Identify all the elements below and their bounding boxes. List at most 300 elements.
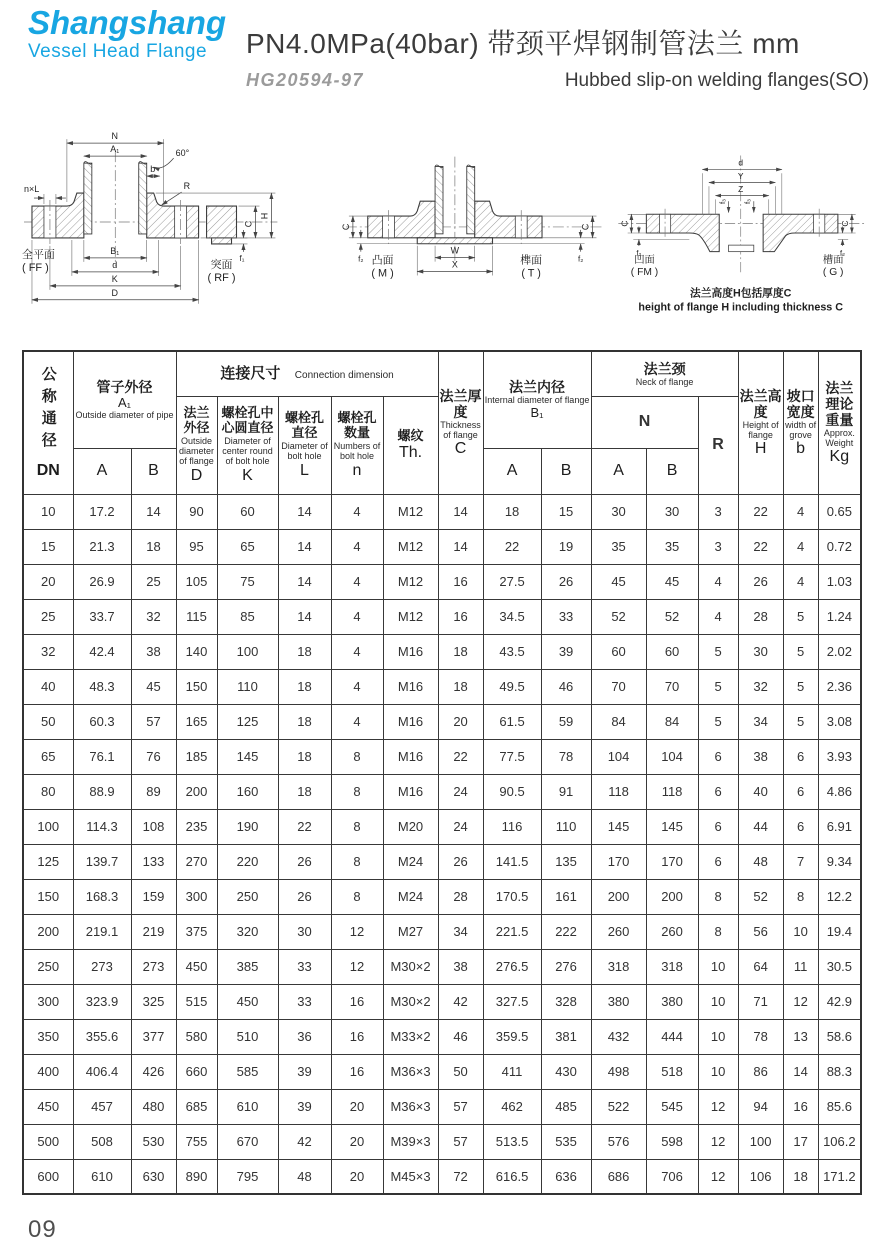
table-cell: 380 bbox=[591, 984, 646, 1019]
table-cell: M24 bbox=[383, 844, 438, 879]
table-cell: 6 bbox=[783, 809, 818, 844]
table-cell: 78 bbox=[541, 739, 591, 774]
table-cell: 40 bbox=[738, 774, 783, 809]
table-cell: 5 bbox=[698, 704, 738, 739]
table-cell: 75 bbox=[217, 564, 278, 599]
header-dn: 公称通径 DN bbox=[23, 351, 73, 494]
header-thickness: 法兰厚度 Thickness of flange C bbox=[438, 351, 483, 494]
table-cell: 515 bbox=[176, 984, 217, 1019]
table-cell: 25 bbox=[131, 564, 176, 599]
table-cell: 273 bbox=[73, 949, 131, 984]
table-cell: 4 bbox=[331, 564, 383, 599]
table-cell: 13 bbox=[783, 1019, 818, 1054]
dim-label-f3-b: f₃ bbox=[742, 198, 752, 205]
table-cell: M16 bbox=[383, 634, 438, 669]
table-cell: 45 bbox=[591, 564, 646, 599]
table-cell: 616.5 bbox=[483, 1159, 541, 1194]
company-logo bbox=[28, 6, 246, 92]
table-cell: 12 bbox=[783, 984, 818, 1019]
table-cell: 2.36 bbox=[818, 669, 861, 704]
table-cell: 35 bbox=[591, 529, 646, 564]
table-cell: 65 bbox=[23, 739, 73, 774]
table-cell: 106 bbox=[738, 1159, 783, 1194]
table-cell: 18 bbox=[278, 739, 331, 774]
table-cell: 450 bbox=[176, 949, 217, 984]
table-cell: 26 bbox=[438, 844, 483, 879]
table-cell: 76 bbox=[131, 739, 176, 774]
face-label-fm-code: ( FM ) bbox=[630, 267, 658, 279]
table-cell: 4 bbox=[783, 564, 818, 599]
table-cell: 70 bbox=[646, 669, 698, 704]
table-cell: 43.5 bbox=[483, 634, 541, 669]
table-cell: 38 bbox=[738, 739, 783, 774]
table-cell: 18 bbox=[131, 529, 176, 564]
face-label-g-code: ( G ) bbox=[822, 267, 844, 279]
table-cell: 170 bbox=[646, 844, 698, 879]
table-cell: 88.3 bbox=[818, 1054, 861, 1089]
table-cell: 3 bbox=[698, 494, 738, 529]
table-cell: 3.93 bbox=[818, 739, 861, 774]
table-cell: 45 bbox=[646, 564, 698, 599]
table-cell: 35 bbox=[646, 529, 698, 564]
table-cell: 140 bbox=[176, 634, 217, 669]
table-cell: 94 bbox=[738, 1089, 783, 1124]
table-row bbox=[23, 914, 861, 949]
table-cell: 432 bbox=[591, 1019, 646, 1054]
table-cell: 276.5 bbox=[483, 949, 541, 984]
drawing-flange-fm-g bbox=[609, 106, 873, 331]
table-cell: 15 bbox=[541, 494, 591, 529]
table-cell: 60 bbox=[217, 494, 278, 529]
table-cell: 110 bbox=[541, 809, 591, 844]
table-cell: 30 bbox=[591, 494, 646, 529]
table-cell: 141.5 bbox=[483, 844, 541, 879]
dim-label-r: R bbox=[183, 181, 191, 192]
header-flange-od: 法兰外径 Outside diameter of flange D bbox=[176, 396, 217, 494]
table-cell: 535 bbox=[541, 1124, 591, 1159]
table-cell: 510 bbox=[217, 1019, 278, 1054]
face-label-rf: 突面 bbox=[210, 258, 233, 271]
table-cell: 185 bbox=[176, 739, 217, 774]
table-cell: 6 bbox=[698, 774, 738, 809]
table-cell: 60 bbox=[591, 634, 646, 669]
table-cell: 170.5 bbox=[483, 879, 541, 914]
table-cell: 12 bbox=[331, 949, 383, 984]
page-subtitle: Hubbed slip-on welding flanges(SO) bbox=[564, 70, 869, 91]
table-cell: 400 bbox=[23, 1054, 73, 1089]
drawing-flange-m-t bbox=[341, 106, 608, 331]
header-pipe-od: 管子外径 A₁ Outside diameter of pipe bbox=[73, 351, 176, 448]
table-cell: 171.2 bbox=[818, 1159, 861, 1194]
table-cell: 8 bbox=[331, 774, 383, 809]
table-cell: 500 bbox=[23, 1124, 73, 1159]
table-cell: 10 bbox=[698, 984, 738, 1019]
table-cell: 18 bbox=[278, 704, 331, 739]
table-cell: 10 bbox=[783, 914, 818, 949]
face-label-g: 槽面 bbox=[822, 254, 844, 266]
dim-label-f2b-right: f₂ bbox=[839, 248, 845, 258]
table-cell: 5 bbox=[783, 669, 818, 704]
table-cell: 95 bbox=[176, 529, 217, 564]
table-cell: M36×3 bbox=[383, 1054, 438, 1089]
header-neck-group: 法兰颈 Neck of flange bbox=[591, 351, 738, 396]
table-row bbox=[23, 634, 861, 669]
table-cell: 26 bbox=[278, 879, 331, 914]
table-cell: 46 bbox=[541, 669, 591, 704]
table-row bbox=[23, 1054, 861, 1089]
table-cell: 33.7 bbox=[73, 599, 131, 634]
table-cell: 8 bbox=[331, 879, 383, 914]
table-cell: 52 bbox=[646, 599, 698, 634]
table-cell: 270 bbox=[176, 844, 217, 879]
table-cell: 12.2 bbox=[818, 879, 861, 914]
table-cell: 27.5 bbox=[483, 564, 541, 599]
table-cell: M45×3 bbox=[383, 1159, 438, 1194]
table-cell: 26 bbox=[541, 564, 591, 599]
dim-label-b1: B₁ bbox=[110, 245, 120, 256]
header-neck-b: B bbox=[646, 448, 698, 494]
table-cell: 4 bbox=[783, 529, 818, 564]
table-cell: 135 bbox=[541, 844, 591, 879]
table-cell: 260 bbox=[591, 914, 646, 949]
header-connection-group: 连接尺寸 Connection dimension bbox=[176, 351, 438, 396]
table-cell: 200 bbox=[176, 774, 217, 809]
table-cell: 114.3 bbox=[73, 809, 131, 844]
table-cell: 12 bbox=[698, 1089, 738, 1124]
table-cell: 58.6 bbox=[818, 1019, 861, 1054]
header-pipe-a: A bbox=[73, 448, 131, 494]
table-cell: 18 bbox=[278, 774, 331, 809]
table-cell: 14 bbox=[131, 494, 176, 529]
dim-label-n: N bbox=[111, 131, 119, 142]
table-cell: 85 bbox=[217, 599, 278, 634]
table-cell: 145 bbox=[646, 809, 698, 844]
dim-label-angle: 60° bbox=[175, 148, 190, 159]
table-cell: 221.5 bbox=[483, 914, 541, 949]
table-cell: 48 bbox=[278, 1159, 331, 1194]
table-cell: 34 bbox=[438, 914, 483, 949]
table-cell: 16 bbox=[331, 1054, 383, 1089]
table-cell: 14 bbox=[278, 564, 331, 599]
table-row bbox=[23, 669, 861, 704]
table-cell: 5 bbox=[783, 704, 818, 739]
table-cell: 159 bbox=[131, 879, 176, 914]
table-cell: 1.24 bbox=[818, 599, 861, 634]
table-cell: 220 bbox=[217, 844, 278, 879]
table-cell: 670 bbox=[217, 1124, 278, 1159]
table-cell: 6 bbox=[698, 739, 738, 774]
table-row bbox=[23, 704, 861, 739]
table-cell: 72 bbox=[438, 1159, 483, 1194]
table-cell: 610 bbox=[217, 1089, 278, 1124]
table-cell: 22 bbox=[483, 529, 541, 564]
table-cell: 498 bbox=[591, 1054, 646, 1089]
table-cell: 200 bbox=[23, 914, 73, 949]
table-cell: 70 bbox=[591, 669, 646, 704]
table-cell: 64 bbox=[738, 949, 783, 984]
table-cell: 104 bbox=[591, 739, 646, 774]
face-label-t: 榫面 bbox=[520, 254, 543, 267]
table-cell: M33×2 bbox=[383, 1019, 438, 1054]
table-cell: 85.6 bbox=[818, 1089, 861, 1124]
table-cell: 5 bbox=[698, 669, 738, 704]
header-b1-b: B bbox=[541, 448, 591, 494]
table-cell: 450 bbox=[217, 984, 278, 1019]
table-cell: 30.5 bbox=[818, 949, 861, 984]
table-cell: 108 bbox=[131, 809, 176, 844]
table-cell: 14 bbox=[783, 1054, 818, 1089]
table-cell: 16 bbox=[331, 984, 383, 1019]
dim-label-w: W bbox=[450, 245, 460, 256]
header-neck-n: N bbox=[591, 396, 698, 448]
table-cell: 630 bbox=[131, 1159, 176, 1194]
table-cell: 165 bbox=[176, 704, 217, 739]
table-cell: 6 bbox=[698, 809, 738, 844]
subtitle-row bbox=[246, 70, 869, 92]
table-cell: 116 bbox=[483, 809, 541, 844]
table-cell: 450 bbox=[23, 1089, 73, 1124]
table-cell: 14 bbox=[278, 529, 331, 564]
table-cell: 30 bbox=[278, 914, 331, 949]
table-cell: 8 bbox=[698, 914, 738, 949]
page-title: PN4.0MPa(40bar) 带颈平焊钢制管法兰 mm bbox=[246, 28, 800, 59]
header-height: 法兰高度 Height of flange H bbox=[738, 351, 783, 494]
table-cell: 30 bbox=[738, 634, 783, 669]
table-cell: 39 bbox=[541, 634, 591, 669]
dim-label-a1: A₁ bbox=[110, 144, 120, 155]
table-cell: 22 bbox=[738, 529, 783, 564]
table-cell: 20 bbox=[438, 704, 483, 739]
table-cell: 160 bbox=[217, 774, 278, 809]
table-cell: 133 bbox=[131, 844, 176, 879]
face-label-ff: 全平面 bbox=[22, 248, 55, 261]
table-cell: 90 bbox=[176, 494, 217, 529]
table-cell: 50 bbox=[438, 1054, 483, 1089]
header-bolt-circle: 螺栓孔中心圆直径 Diameter of center round of bolt hole K bbox=[217, 396, 278, 494]
table-cell: 150 bbox=[23, 879, 73, 914]
table-cell: 65 bbox=[217, 529, 278, 564]
table-cell: 30 bbox=[646, 494, 698, 529]
header-pipe-b: B bbox=[131, 448, 176, 494]
header-groove-width: 坡口宽度 width of grove b bbox=[783, 351, 818, 494]
table-cell: 88.9 bbox=[73, 774, 131, 809]
table-cell: 20 bbox=[331, 1089, 383, 1124]
table-cell: 480 bbox=[131, 1089, 176, 1124]
dim-label-dd: D bbox=[111, 287, 119, 298]
table-cell: 52 bbox=[738, 879, 783, 914]
table-cell: 4.86 bbox=[818, 774, 861, 809]
table-cell: 8 bbox=[331, 739, 383, 774]
table-cell: 59 bbox=[541, 704, 591, 739]
table-cell: 545 bbox=[646, 1089, 698, 1124]
table-cell: 890 bbox=[176, 1159, 217, 1194]
table-row bbox=[23, 1089, 861, 1124]
table-cell: 3 bbox=[698, 529, 738, 564]
table-cell: 18 bbox=[783, 1159, 818, 1194]
table-cell: 32 bbox=[738, 669, 783, 704]
dim-label-c-right: C bbox=[580, 223, 591, 231]
table-cell: 686 bbox=[591, 1159, 646, 1194]
table-cell: 219.1 bbox=[73, 914, 131, 949]
table-cell: 4 bbox=[698, 599, 738, 634]
table-cell: 323.9 bbox=[73, 984, 131, 1019]
drawing-caption-en: height of flange H including thickness C bbox=[638, 301, 843, 314]
table-cell: 260 bbox=[646, 914, 698, 949]
table-cell: 33 bbox=[541, 599, 591, 634]
table-cell: 20 bbox=[331, 1124, 383, 1159]
table-cell: 57 bbox=[438, 1089, 483, 1124]
table-cell: 406.4 bbox=[73, 1054, 131, 1089]
table-cell: 17 bbox=[783, 1124, 818, 1159]
header-bolt-hole-diameter: 螺栓孔直径 Diameter of bolt hole L bbox=[278, 396, 331, 494]
table-cell: M12 bbox=[383, 599, 438, 634]
table-cell: 457 bbox=[73, 1089, 131, 1124]
table-cell: 600 bbox=[23, 1159, 73, 1194]
table-cell: 10 bbox=[698, 949, 738, 984]
table-cell: 508 bbox=[73, 1124, 131, 1159]
table-header bbox=[23, 351, 861, 494]
dim-label-c3-left: C bbox=[619, 220, 630, 227]
table-row bbox=[23, 774, 861, 809]
table-cell: 42 bbox=[278, 1124, 331, 1159]
table-cell: 22 bbox=[738, 494, 783, 529]
table-cell: 18 bbox=[438, 669, 483, 704]
table-cell: 9.34 bbox=[818, 844, 861, 879]
table-cell: 42 bbox=[438, 984, 483, 1019]
table-cell: 4 bbox=[331, 529, 383, 564]
table-cell: 42.9 bbox=[818, 984, 861, 1019]
table-cell: 32 bbox=[23, 634, 73, 669]
table-cell: 318 bbox=[591, 949, 646, 984]
table-row bbox=[23, 1159, 861, 1194]
table-cell: 300 bbox=[176, 879, 217, 914]
table-cell: 795 bbox=[217, 1159, 278, 1194]
table-cell: 118 bbox=[591, 774, 646, 809]
table-cell: 26 bbox=[278, 844, 331, 879]
table-cell: 359.5 bbox=[483, 1019, 541, 1054]
table-cell: 19.4 bbox=[818, 914, 861, 949]
dim-label-c3-right: C bbox=[839, 220, 850, 227]
table-cell: 522 bbox=[591, 1089, 646, 1124]
table-cell: 38 bbox=[131, 634, 176, 669]
title-block bbox=[246, 6, 869, 92]
header-neck-a: A bbox=[591, 448, 646, 494]
table-cell: 48.3 bbox=[73, 669, 131, 704]
dim-label-f2b-left: f₂ bbox=[636, 248, 642, 258]
face-label-t-code: ( T ) bbox=[521, 267, 542, 280]
table-cell: 598 bbox=[646, 1124, 698, 1159]
table-cell: 84 bbox=[591, 704, 646, 739]
table-cell: 16 bbox=[438, 564, 483, 599]
table-row bbox=[23, 599, 861, 634]
technical-drawings bbox=[22, 106, 873, 334]
face-label-ff-code: ( FF ) bbox=[22, 261, 49, 274]
table-cell: 57 bbox=[438, 1124, 483, 1159]
table-cell: 273 bbox=[131, 949, 176, 984]
table-cell: 14 bbox=[438, 529, 483, 564]
table-cell: 28 bbox=[438, 879, 483, 914]
table-cell: 48 bbox=[738, 844, 783, 879]
table-cell: 4 bbox=[331, 634, 383, 669]
table-cell: 8 bbox=[698, 879, 738, 914]
dim-label-x: X bbox=[452, 259, 459, 270]
dim-label-d: d bbox=[112, 259, 118, 270]
table-cell: 61.5 bbox=[483, 704, 541, 739]
table-row bbox=[23, 879, 861, 914]
table-cell: 0.72 bbox=[818, 529, 861, 564]
table-cell: 355.6 bbox=[73, 1019, 131, 1054]
table-cell: M16 bbox=[383, 669, 438, 704]
table-cell: 328 bbox=[541, 984, 591, 1019]
table-cell: 125 bbox=[23, 844, 73, 879]
table-cell: 636 bbox=[541, 1159, 591, 1194]
table-cell: 78 bbox=[738, 1019, 783, 1054]
table-row bbox=[23, 984, 861, 1019]
table-cell: 161 bbox=[541, 879, 591, 914]
table-cell: 6 bbox=[783, 774, 818, 809]
table-cell: 39 bbox=[278, 1089, 331, 1124]
table-cell: 24 bbox=[438, 809, 483, 844]
table-cell: 1.03 bbox=[818, 564, 861, 599]
table-cell: 91 bbox=[541, 774, 591, 809]
header-bolt-hole-count: 螺栓孔数量 Numbers of bolt hole n bbox=[331, 396, 383, 494]
table-cell: 462 bbox=[483, 1089, 541, 1124]
table-row bbox=[23, 949, 861, 984]
table-cell: 76.1 bbox=[73, 739, 131, 774]
table-cell: 706 bbox=[646, 1159, 698, 1194]
table-cell: 145 bbox=[591, 809, 646, 844]
header-b1-a: A bbox=[483, 448, 541, 494]
table-cell: M16 bbox=[383, 774, 438, 809]
table-cell: 22 bbox=[438, 739, 483, 774]
dim-label-z: Z bbox=[737, 183, 743, 194]
face-label-m: 凸面 bbox=[371, 254, 394, 267]
table-row bbox=[23, 564, 861, 599]
table-cell: 444 bbox=[646, 1019, 698, 1054]
table-cell: 4 bbox=[331, 494, 383, 529]
dim-label-nxl: n×L bbox=[23, 184, 40, 195]
table-cell: 34.5 bbox=[483, 599, 541, 634]
table-cell: M12 bbox=[383, 529, 438, 564]
table-cell: M36×3 bbox=[383, 1089, 438, 1124]
table-cell: 36 bbox=[278, 1019, 331, 1054]
table-cell: 28 bbox=[738, 599, 783, 634]
table-cell: 320 bbox=[217, 914, 278, 949]
table-cell: 4 bbox=[698, 564, 738, 599]
table-row bbox=[23, 739, 861, 774]
table-cell: 5 bbox=[783, 599, 818, 634]
table-cell: 10 bbox=[23, 494, 73, 529]
table-cell: 38 bbox=[438, 949, 483, 984]
dim-label-c: C bbox=[243, 220, 254, 228]
logo-tagline: Vessel Head Flange bbox=[28, 40, 208, 62]
page-header bbox=[0, 0, 883, 92]
dim-label-c-left: C bbox=[341, 223, 352, 231]
table-cell: 12 bbox=[331, 914, 383, 949]
table-cell: 12 bbox=[698, 1124, 738, 1159]
table-cell: 110 bbox=[217, 669, 278, 704]
table-cell: 26.9 bbox=[73, 564, 131, 599]
dim-label-f2-left: f₂ bbox=[358, 254, 364, 264]
table-cell: 18 bbox=[278, 669, 331, 704]
table-cell: 0.65 bbox=[818, 494, 861, 529]
logo-name: Shangshang bbox=[28, 4, 227, 41]
table-cell: 10 bbox=[698, 1019, 738, 1054]
dim-label-k: K bbox=[111, 273, 118, 284]
table-cell: 6.91 bbox=[818, 809, 861, 844]
table-cell: 145 bbox=[217, 739, 278, 774]
table-cell: 8 bbox=[783, 879, 818, 914]
